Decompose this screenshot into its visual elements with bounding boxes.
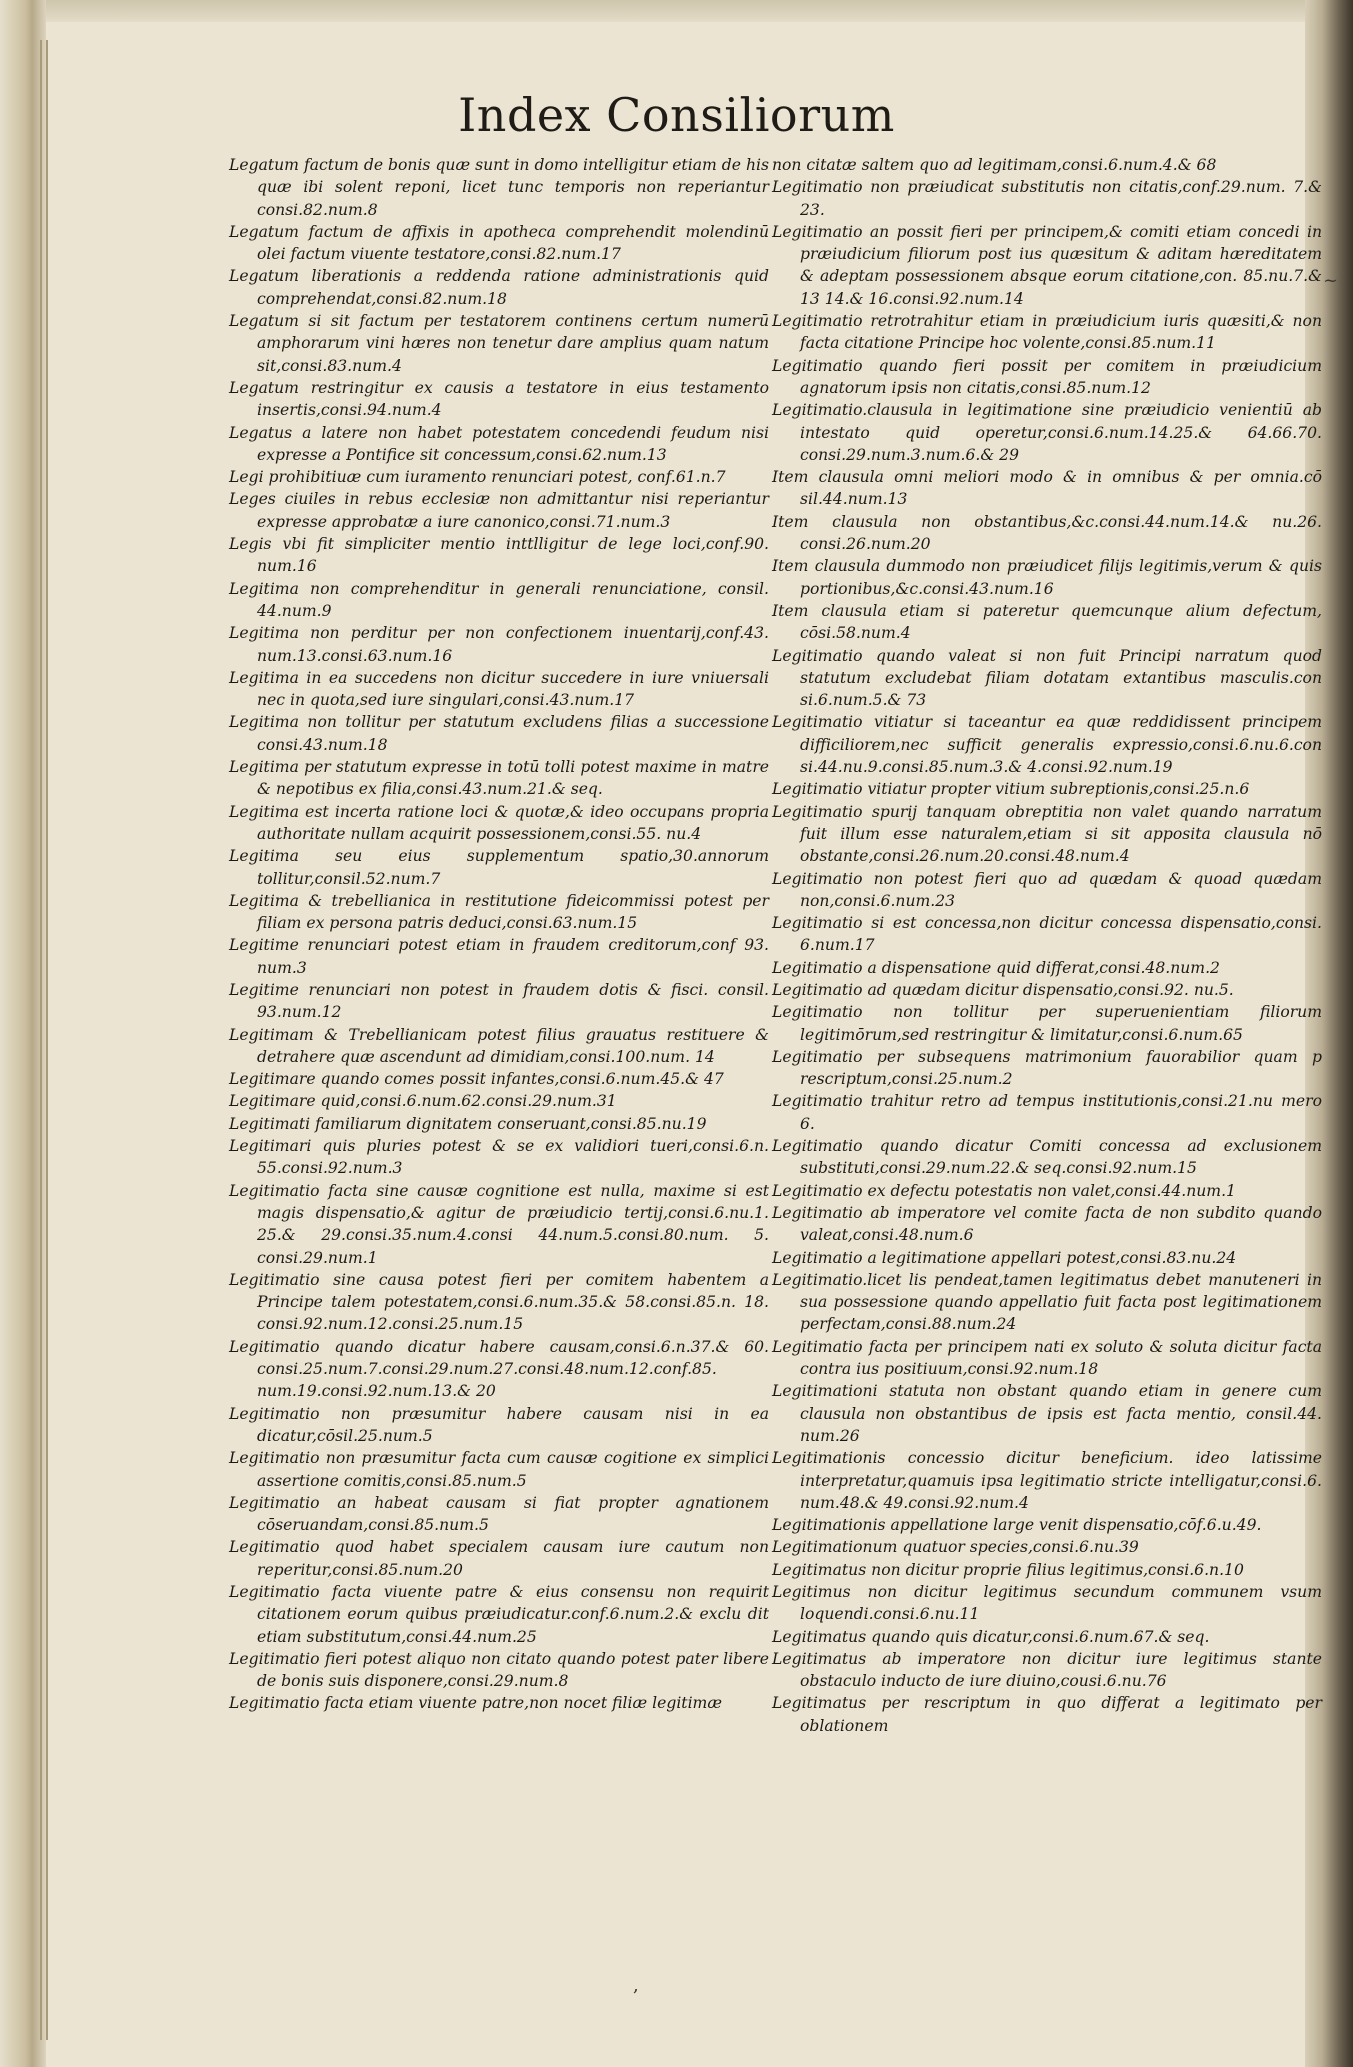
- index-entry: Legitimare quando comes possit infantes,consi.6.num.45.& 47: [229, 1070, 724, 1089]
- index-entry: Item clausula etiam si pateretur quemcunque alium defectum, cōsi.58.num.4: [772, 601, 1322, 643]
- index-entry: Legitimatus quando quis dicatur,consi.6.num.67.& seq.: [772, 1627, 1210, 1646]
- index-entry: Item clausula non obstantibus,&c.consi.44.num.14.& nu.26. consi.26.num.20: [772, 512, 1322, 554]
- index-entry: non citatæ saltem quo ad legitimam,consi.6.num.4.& 68: [772, 156, 1217, 174]
- index-entry: Legitimatio sine causa potest fieri per comitem habentem a Principe talem potestatem,consi.6.num.35.& 58.consi.85.n. 18. consi.92.num.12.consi.25.num.15: [229, 1270, 769, 1334]
- index-entry: Legitimatio a legitimatione appellari potest,consi.83.nu.24: [772, 1248, 1237, 1267]
- index-entry: Legitima non tollitur per statutum excludens filias a successione consi.43.num.18: [229, 713, 769, 754]
- index-entry: Legatum restringitur ex causis a testatore in eius testamento insertis,consi.94.num.4: [229, 378, 769, 420]
- index-entry: Legitimatus non dicitur proprie filius legitimus,consi.6.n.10: [772, 1560, 1244, 1579]
- index-entry: Legitimatio ad quædam dicitur dispensatio,consi.92. nu.5.: [772, 980, 1234, 999]
- index-entry: Legitimam & Trebellianicam potest filius grauatus restituere & detrahere quæ ascendunt ad dimidiam,consi.100.num. 14: [229, 1025, 769, 1066]
- index-entry: Legatum factum de bonis quæ sunt in domo intelligitur etiam de his quæ ibi solent reponi, licet tunc temporis non reperiantur consi.82.num.8: [229, 156, 769, 219]
- index-entry: Legitimatio facta viuente patre & eius consensu non requirit citationem eorum quibus præiudicatur.conf.6.num.2.& exclu dit etiam substitutum,consi.44.num.25: [229, 1583, 769, 1646]
- index-entry: Legitima seu eius supplementum spatio,30.annorum tollitur,consil.52.num.7: [229, 847, 769, 888]
- index-entry: Legitima & trebellianica in restitutione fideicommissi potest per filiam ex persona patris deduci,consi.63.num.15: [229, 891, 769, 933]
- index-entry: Legitimatio si est concessa,non dicitur concessa dispensatio,consi. 6.num.17: [772, 914, 1322, 955]
- index-entry: Legitimatus ab imperatore non dicitur iure legitimus stante obstaculo inducto de iure diuino,cousi.6.nu.76: [772, 1649, 1322, 1691]
- index-entry: Legitimatio per subsequens matrimonium fauorabilior quam p rescriptum,consi.25.num.2: [772, 1047, 1322, 1089]
- index-entry: Legitimus non dicitur legitimus secundum communem vsum loquendi.consi.6.nu.11: [772, 1583, 1322, 1624]
- index-entry: Legitimatio spurij tanquam obreptitia non valet quando narratum fuit illum esse naturalem,etiam si sit apposita clausula nō obstante,consi.26.num.20.consi.48.num.4: [772, 802, 1322, 866]
- index-entry: Legitimatio facta per principem nati ex soluto & soluta dicitur facta contra ius positiuum,consi.92.num.18: [772, 1337, 1322, 1379]
- index-entry: Legitimatio non præsumitur habere causam nisi in ea dicatur,cōsil.25.num.5: [229, 1404, 769, 1445]
- index-column-left: [229, 154, 769, 1715]
- index-entry: Legitimatio quando valeat si non fuit Principi narratum quod statutum excludebat filiam dotatam extantibus masculis.con si.6.num.5.& 73: [772, 646, 1322, 710]
- index-entry: Legitimatio ex defectu potestatis non valet,consi.44.num.1: [772, 1181, 1236, 1200]
- index-entry: Legitimare quid,consi.6.num.62.consi.29.num.31: [229, 1092, 617, 1111]
- index-entry: Legitimatio non præsumitur facta cum causæ cogitione ex simplici assertione comitis,consi.85.num.5: [229, 1449, 769, 1490]
- index-entry: Legis vbi fit simpliciter mentio inttlligitur de lege loci,conf.90. num.16: [229, 535, 769, 576]
- page-title: Index Consiliorum: [458, 88, 895, 142]
- index-entry: Legitimatio non præiudicat substitutis non citatis,conf.29.num. 7.& 23.: [772, 178, 1322, 219]
- index-entry: Legatum factum de affixis in apotheca comprehendit molendinū olei factum viuente testatore,consi.82.num.17: [229, 222, 769, 264]
- index-entry: Legitimatio non tollitur per superuenientiam filiorum legitimōrum,sed restringitur & limitatur,consi.6.num.65: [772, 1003, 1322, 1044]
- index-entry: Legatum si sit factum per testatorem continens certum numerū amphorarum vini hæres non tenetur dare amplius quam natum sit,consi.83.num.4: [229, 312, 769, 375]
- index-entry: Legitimatio an habeat causam si fiat propter agnationem cōseruandam,consi.85.num.5: [229, 1493, 769, 1535]
- index-entry: Legitimatio trahitur retro ad tempus institutionis,consi.21.nu mero 6.: [772, 1092, 1322, 1133]
- index-entry: Legitima est incerta ratione loci & quotæ,& ideo occupans propria authoritate nullam acquirit possessionem,consi.55. nu.4: [229, 802, 769, 843]
- index-entry: Legitimatio.licet lis pendeat,tamen legitimatus debet manuteneri in sua possessione quando appellatio fuit facta post legitimationem perfectam,consi.88.num.24: [772, 1270, 1322, 1334]
- stray-mark: ,: [633, 1975, 639, 1996]
- index-entry: Legatus a latere non habet potestatem concedendi feudum nisi expresse a Pontifice sit concessum,consi.62.num.13: [229, 423, 769, 464]
- index-entry: Legitimatio quod habet specialem causam iure cautum non reperitur,consi.85.num.20: [229, 1538, 769, 1579]
- index-entry: Legitimati familiarum dignitatem conseruant,consi.85.nu.19: [229, 1114, 707, 1133]
- index-entry: Legitimatio ab imperatore vel comite facta de non subdito quando valeat,consi.48.num.6: [772, 1203, 1322, 1245]
- index-entry: Legitimari quis pluries potest & se ex validiori tueri,consi.6.n. 55.consi.92.num.3: [229, 1137, 769, 1178]
- index-entry: Legitimatio quando dicatur habere causam,consi.6.n.37.& 60. consi.25.num.7.consi.29.num.27.consi.48.num.12.conf.85. num.19.consi.92.num.13.& 20: [229, 1337, 769, 1401]
- index-entry: Legitimatio an possit fieri per principem,& comiti etiam concedi in præiudicium filiorum post ius quæsitum & aditam hæreditatem & adeptam possessionem absque eorum citatione,con. 85.nu.7.& 13 14.& 16.consi.92.num.14: [772, 222, 1322, 308]
- index-entry: Legitimationi statuta non obstant quando etiam in genere cum clausula non obstantibus de ipsis est facta mentio, consil.44. num.26: [772, 1382, 1322, 1445]
- margin-mark: ~: [1323, 270, 1339, 291]
- index-entry: Legi prohibitiuæ cum iuramento renunciari potest, conf.61.n.7: [229, 468, 726, 487]
- index-entry: Legitimatio.clausula in legitimatione sine præiudicio venientiū ab intestato quid operetur,consi.6.num.14.25.& 64.66.70. consi.29.num.3.num.6.& 29: [772, 401, 1322, 464]
- index-entry: Legitima per statutum expresse in totū tolli potest maxime in matre & nepotibus ex filia,consi.43.num.21.& seq.: [229, 758, 769, 799]
- index-column-right: [772, 154, 1322, 1737]
- index-entry: Legitimatio vitiatur si taceantur ea quæ reddidissent principem difficiliorem,nec sufficit generalis expressio,consi.6.nu.6.con si.44.nu.9.consi.85.num.3.& 4.consi.92.num.19: [772, 713, 1322, 777]
- index-entry: Legitimationis concessio dicitur beneficium. ideo latissime interpretatur,quamuis ipsa legitimatio stricte intelligatur,consi.6. num.48.& 49.consi.92.num.4: [772, 1449, 1322, 1512]
- index-entry: Legitime renunciari potest etiam in fraudem creditorum,conf 93. num.3: [229, 936, 769, 977]
- stacked-page-edge: [46, 40, 48, 2040]
- index-entry: Legitimatio quando fieri possit per comitem in præiudicium agnatorum ipsis non citatis,consi.85.num.12: [772, 356, 1322, 397]
- index-entry: Legitima non perditur per non confectionem inuentarij,conf.43. num.13.consi.63.num.16: [229, 624, 769, 665]
- index-entry: Legitimatio non potest fieri quo ad quædam & quoad quædam non,consi.6.num.23: [772, 869, 1322, 910]
- index-entry: Legitimationum quatuor species,consi.6.nu.39: [772, 1538, 1139, 1557]
- index-entry: Item clausula omni meliori modo & in omnibus & per omnia.cō sil.44.num.13: [772, 468, 1322, 509]
- index-entry: Legatum liberationis a reddenda ratione administrationis quid comprehendat,consi.82.num.18: [229, 267, 769, 308]
- index-entry: Legitime renunciari non potest in fraudem dotis & fisci. consil. 93.num.12: [229, 980, 769, 1022]
- index-entry: Legitimatio vitiatur propter vitium subreptionis,consi.25.n.6: [772, 780, 1250, 799]
- index-entry: Legitimatio facta etiam viuente patre,non nocet filiæ legitimæ: [229, 1694, 723, 1713]
- index-entry: Legitimatio fieri potest aliquo non citato quando potest pater libere de bonis suis disponere,consi.29.num.8: [229, 1649, 769, 1691]
- index-entry: Legitimatio retrotrahitur etiam in præiudicium iuris quæsiti,& non facta citatione Principe hoc volente,consi.85.num.11: [772, 312, 1322, 353]
- index-entry: Legitimatus per rescriptum in quo differat a legitimato per oblationem: [772, 1694, 1322, 1735]
- index-entry: Legitima in ea succedens non dicitur succedere in iure vniuersali nec in quota,sed iure singulari,consi.43.num.17: [229, 668, 769, 710]
- index-entry: Leges ciuiles in rebus ecclesiæ non admittantur nisi reperiantur expresse approbatæ a iure canonico,consi.71.num.3: [229, 490, 769, 531]
- index-entry: Legitimatio facta sine causæ cognitione est nulla, maxime si est magis dispensatio,& agitur de præiudicio tertij,consi.6.nu.1. 25.& 29.consi.35.num.4.consi 44.num.5.consi.80.num. 5. consi.29.num.1: [229, 1181, 769, 1267]
- index-entry: Legitimatio a dispensatione quid differat,consi.48.num.2: [772, 958, 1220, 977]
- index-entry: Item clausula dummodo non præiudicet filijs legitimis,verum & quis portionibus,&c.consi.43.num.16: [772, 557, 1322, 598]
- index-entry: Legitimatio quando dicatur Comiti concessa ad exclusionem substituti,consi.29.num.22.& seq.consi.92.num.15: [772, 1137, 1322, 1178]
- page-top-edge: [0, 0, 1353, 22]
- index-entry: Legitima non comprehenditur in generali renunciatione, consil. 44.num.9: [229, 579, 769, 620]
- index-entry: Legitimationis appellatione large venit dispensatio,cōf.6.u.49.: [772, 1516, 1262, 1535]
- stacked-page-edge: [40, 40, 42, 2040]
